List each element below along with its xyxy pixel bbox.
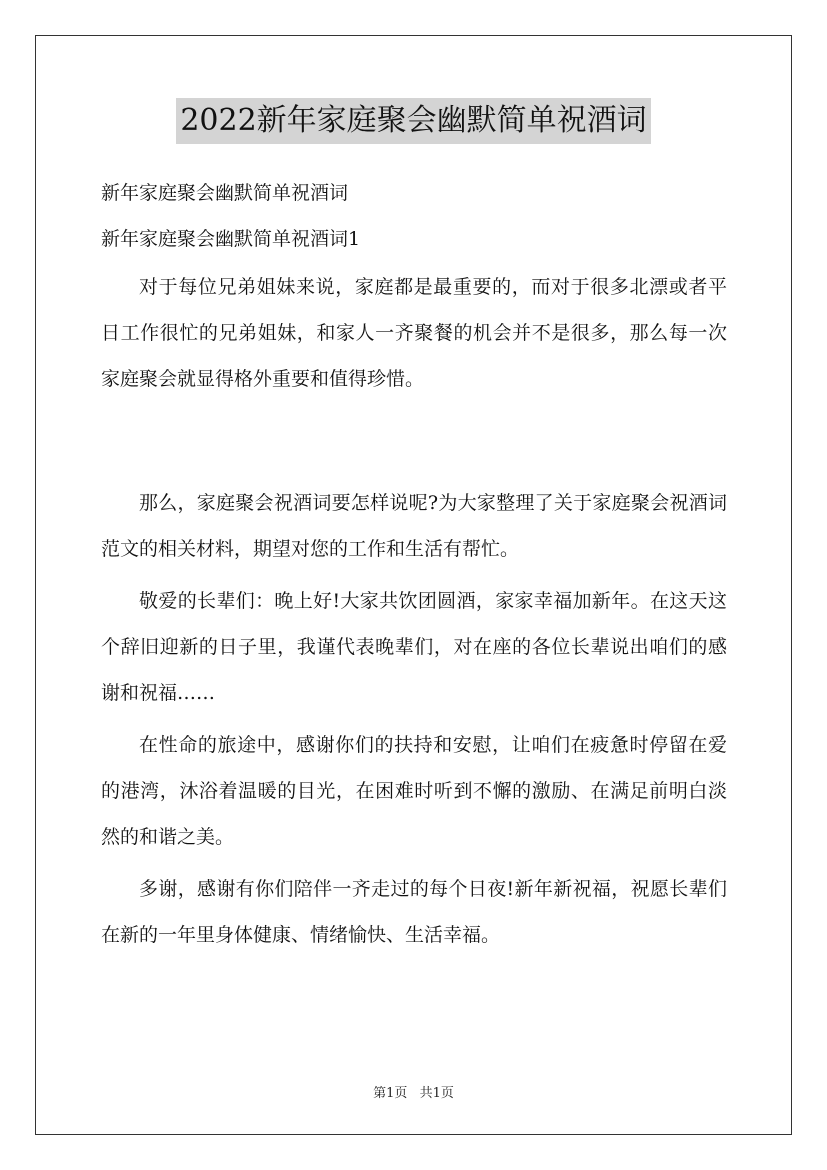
paragraph-gratitude: 在性命的旅途中，感谢你们的扶持和安慰，让咱们在疲惫时停留在爱的港湾，沐浴着温暖的目光，在困难时听到不懈的激励、在满足前明白淡然的和谐之美。: [101, 734, 727, 848]
paragraph-transition: 那么，家庭聚会祝酒词要怎样说呢?为大家整理了关于家庭聚会祝酒词范文的相关材料，期望对您的工作和生活有帮忙。: [101, 492, 727, 560]
subtitle-heading: 新年家庭聚会幽默简单祝酒词: [101, 182, 349, 204]
page-total: 共1页: [419, 1086, 454, 1101]
blank-gap: [101, 408, 727, 480]
paragraph-intro: 对于每位兄弟姐妹来说，家庭都是最重要的，而对于很多北漂或者平日工作很忙的兄弟姐妹，和家人一齐聚餐的机会并不是很多，那么每一次家庭聚会就显得格外重要和值得珍惜。: [101, 276, 727, 390]
page-footer: [0, 1082, 827, 1101]
document-body: [101, 170, 727, 964]
title-container: [0, 98, 827, 144]
paragraph-greeting: 敬爱的长辈们：晚上好!大家共饮团圆酒，家家幸福加新年。在这天这个辞旧迎新的日子里，我谨代表晚辈们，对在座的各位长辈说出咱们的感谢和祝福……: [101, 590, 727, 704]
section-heading: 新年家庭聚会幽默简单祝酒词1: [101, 228, 361, 250]
document-title: 2022新年家庭聚会幽默简单祝酒词: [176, 98, 650, 144]
page-number: 第1页: [373, 1086, 408, 1101]
paragraph-blessing: 多谢，感谢有你们陪伴一齐走过的每个日夜!新年新祝福，祝愿长辈们在新的一年里身体健康、情绪愉快、生活幸福。: [101, 878, 727, 946]
